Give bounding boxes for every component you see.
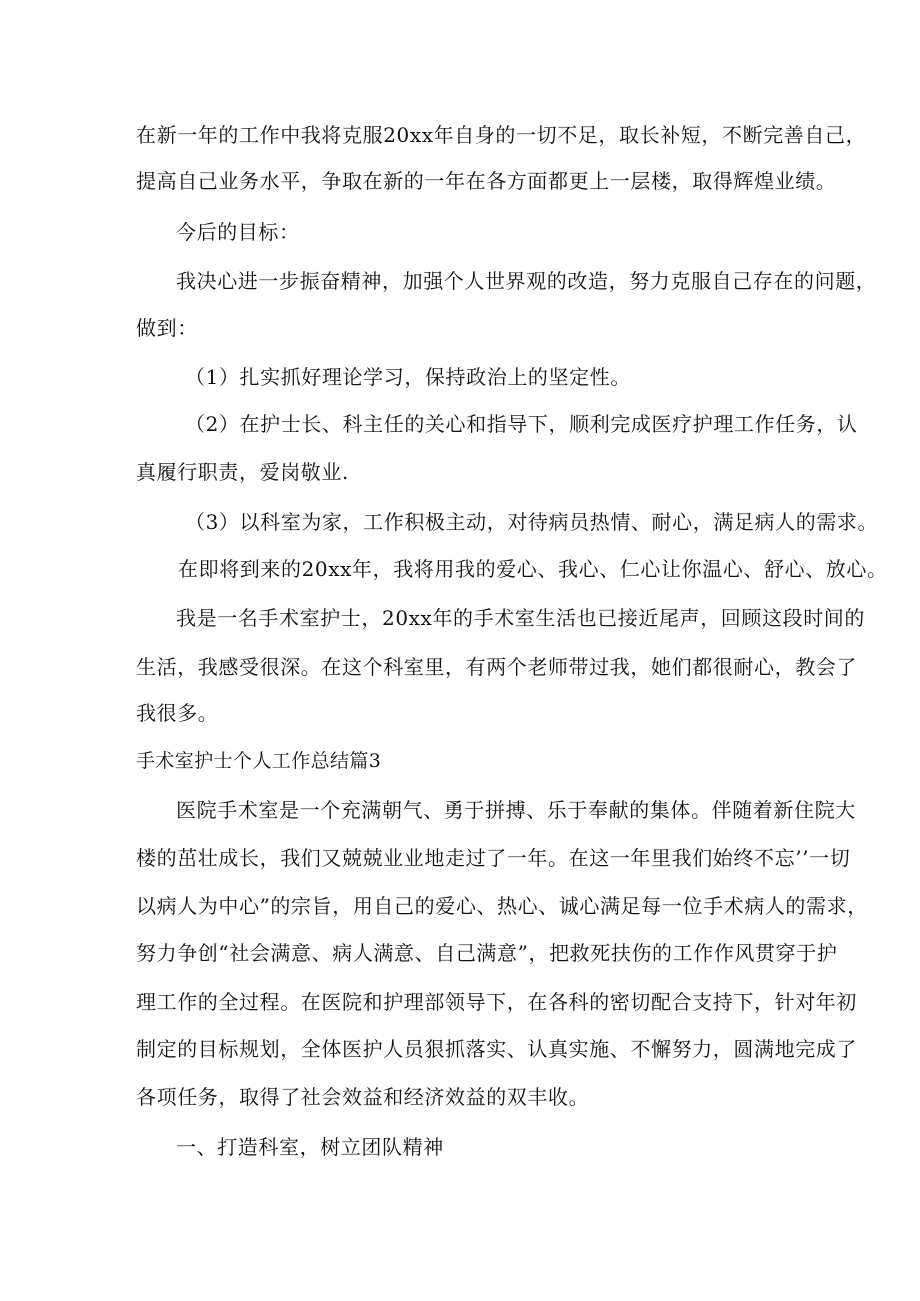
paragraph-line: 做到： bbox=[136, 316, 198, 340]
section-label: 今后的目标： bbox=[176, 220, 300, 244]
list-item: （1）扎实抓好理论学习，保持政治上的坚定性。 bbox=[185, 365, 631, 389]
paragraph-line: 努力争创“社会满意、病人满意、自己满意”，把救死扶伤的工作作风贯穿于护 bbox=[136, 941, 838, 965]
paragraph-line: 我很多。 bbox=[136, 701, 219, 725]
paragraph-line: 医院手术室是一个充满朝气、勇于拼搏、乐于奉献的集体。伴随着新住院大 bbox=[176, 798, 856, 822]
paragraph-line: 在即将到来的20xx年，我将用我的爱心、我心、仁心让你温心、舒心、放心。 bbox=[178, 557, 888, 581]
paragraph-line: 楼的茁壮成长，我们又兢兢业业地走过了一年。在这一年里我们始终不忘’’一切 bbox=[136, 846, 851, 870]
subsection-heading: 一、打造科室，树立团队精神 bbox=[176, 1135, 444, 1159]
section-heading: 手术室护士个人工作总结篇3 bbox=[136, 750, 382, 772]
list-item: （3）以科室为家，工作积极主动，对待病员热情、耐心，满足病人的需求。 bbox=[185, 510, 879, 534]
paragraph-line: 理工作的全过程。在医院和护理部领导下，在各科的密切配合支持下，针对年初 bbox=[136, 990, 857, 1014]
list-item: （2）在护士长、科主任的关心和指导下，顺利完成医疗护理工作任务，认 bbox=[185, 412, 858, 436]
paragraph-line: 我决心进一步振奋精神，加强个人世界观的改造，努力克服自己存在的问题， bbox=[176, 269, 877, 293]
paragraph-line: 生活，我感受很深。在这个科室里，有两个老师带过我，她们都很耐心，教会了 bbox=[136, 655, 857, 679]
paragraph-line: 各项任务，取得了社会效益和经济效益的双丰收。 bbox=[136, 1085, 590, 1109]
paragraph-line: 制定的目标规划，全体医护人员狠抓落实、认真实施、不懈努力，圆满地完成了 bbox=[136, 1037, 857, 1061]
paragraph-line: 在新一年的工作中我将克服20xx年自身的一切不足，取长补短，不断完善自己， bbox=[136, 123, 867, 147]
paragraph-line: 提高自己业务水平，争取在新的一年在各方面都更上一层楼，取得辉煌业绩。 bbox=[136, 169, 837, 193]
paragraph-line: 我是一名手术室护士，20xx年的手术室生活也已接近尾声，回顾这段时间的 bbox=[176, 606, 866, 630]
paragraph-line: 以病人为中心”的宗旨，用自己的爱心、热心、诚心满足每一位手术病人的需求， bbox=[136, 894, 868, 918]
list-item-continuation: 真履行职责，爱岗敬业. bbox=[136, 460, 349, 484]
